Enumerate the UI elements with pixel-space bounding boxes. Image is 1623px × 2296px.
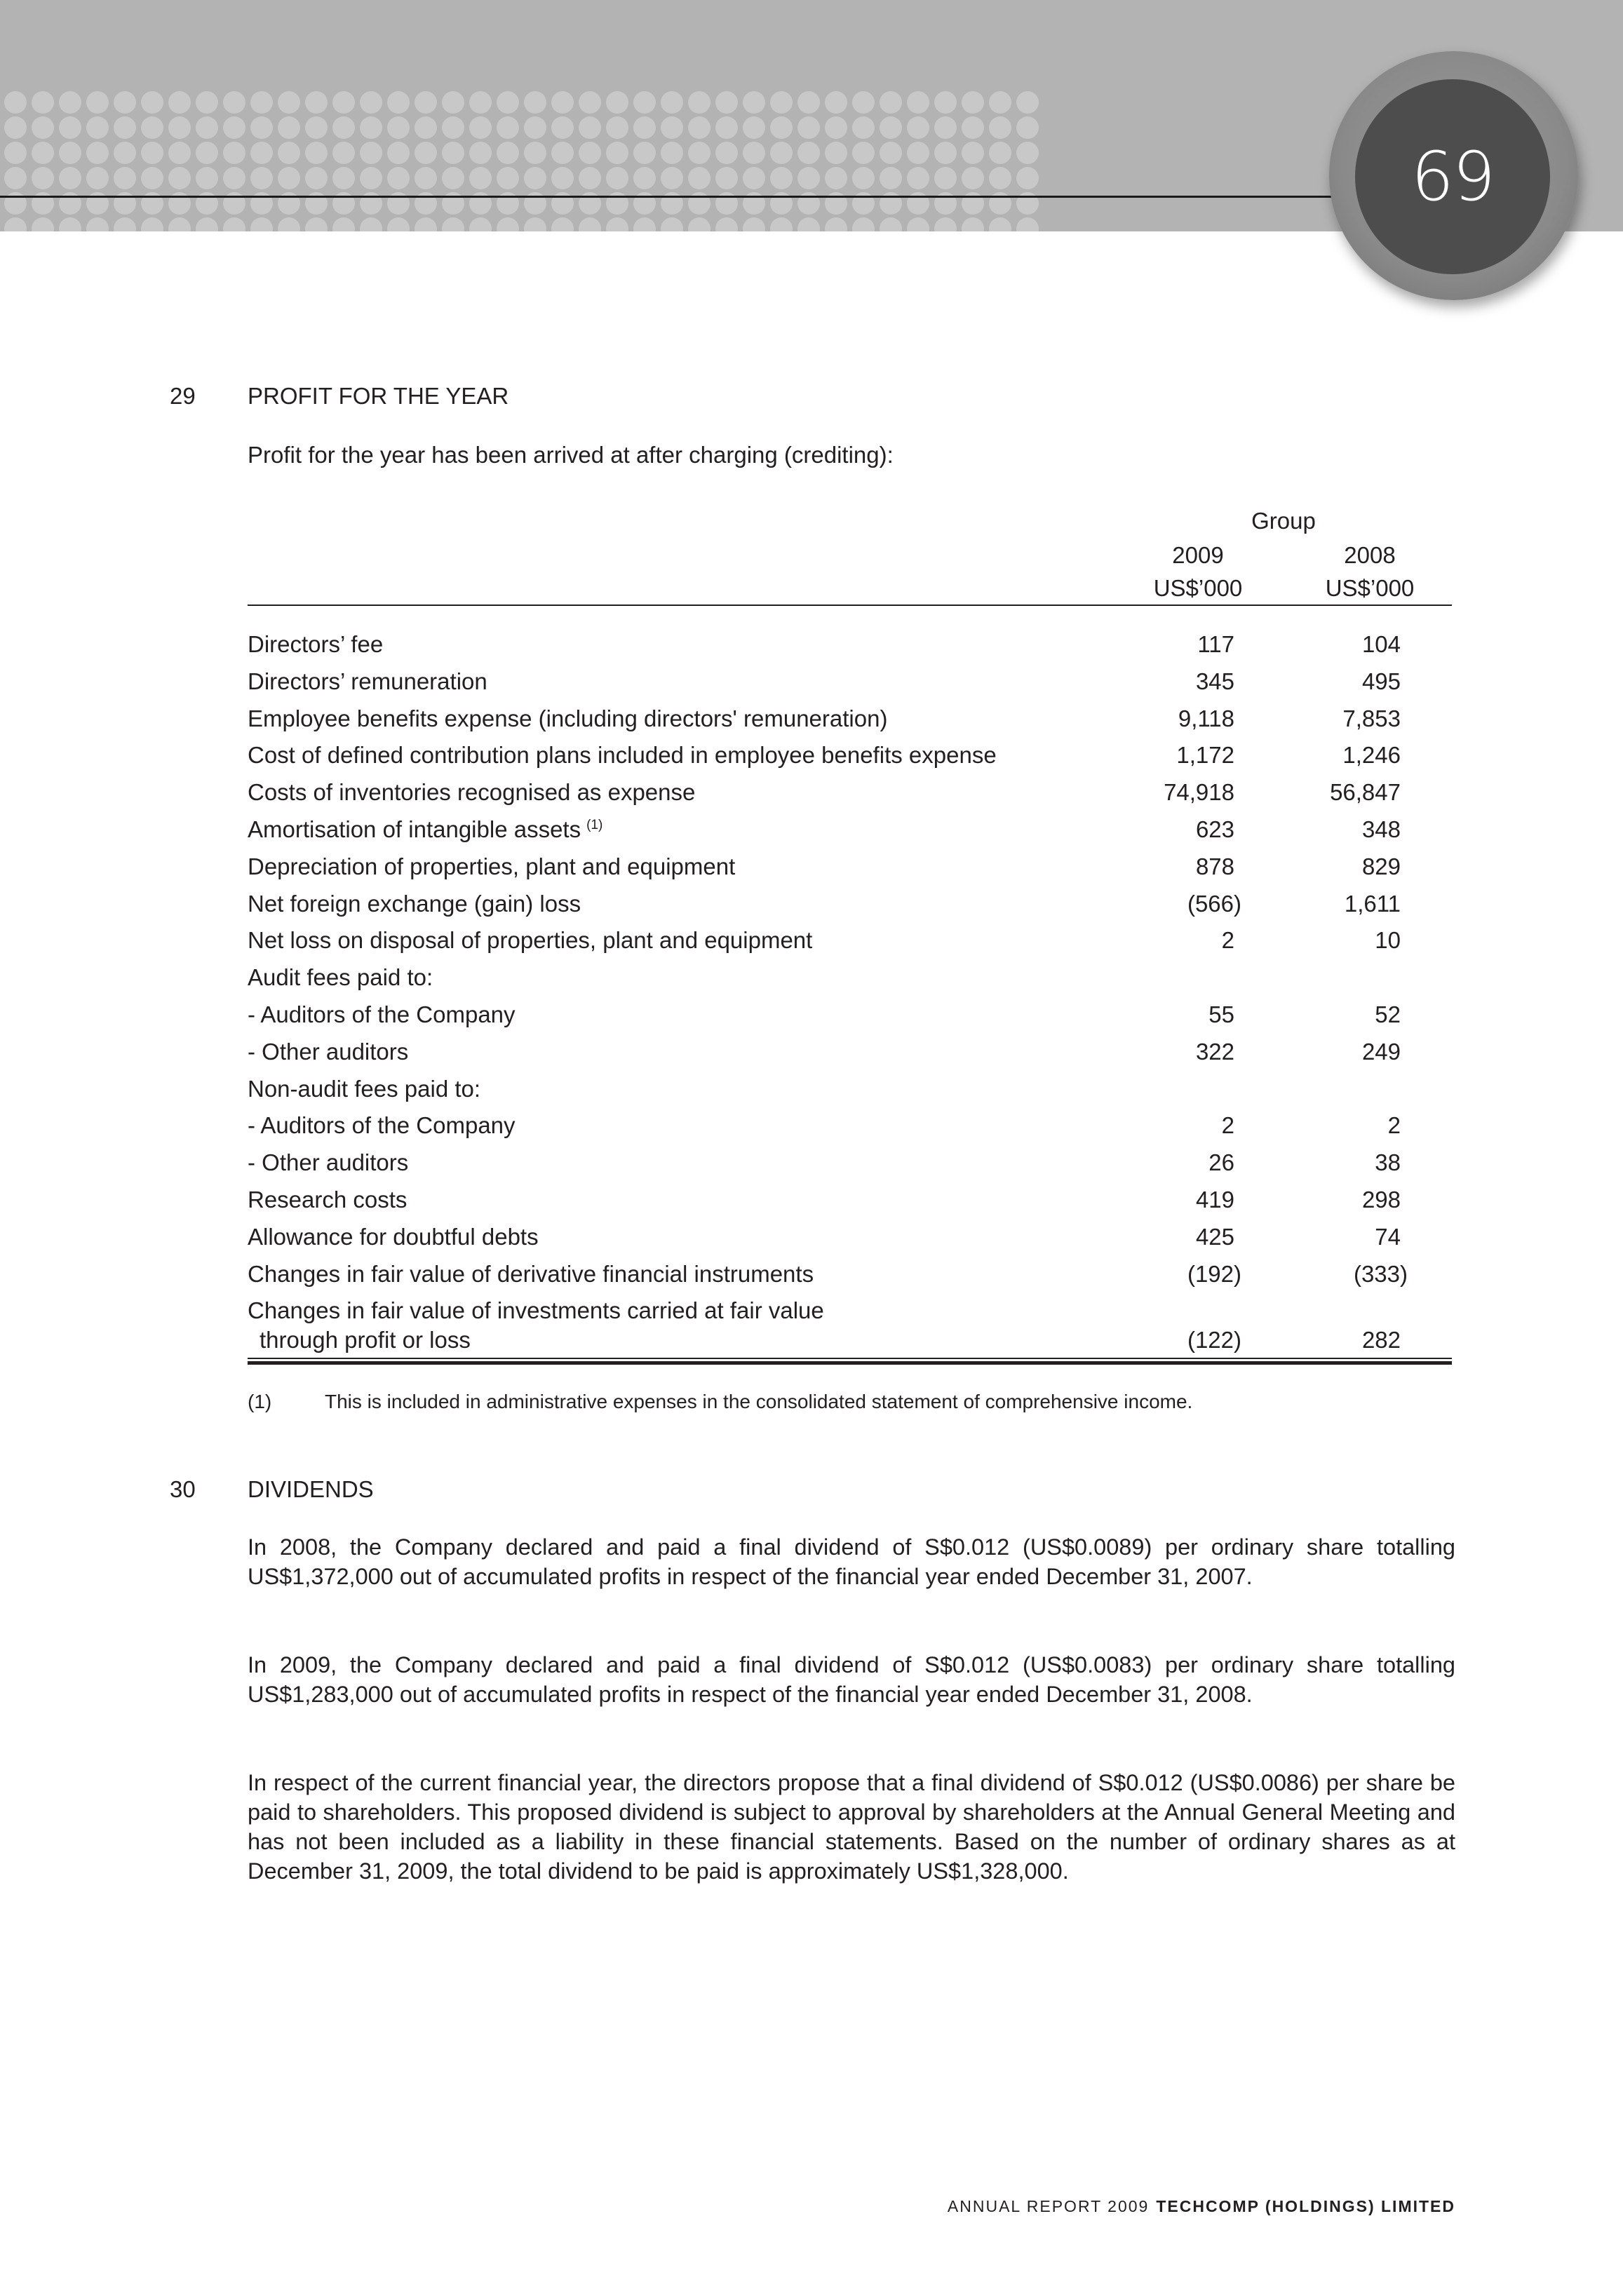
table-cell-2009: 425 <box>1195 1223 1234 1250</box>
row-label-text: Net loss on disposal of properties, plant and equipment <box>248 927 813 954</box>
table-cell-2008: 104 <box>1361 631 1401 657</box>
row-label-text: - Other auditors <box>248 1149 409 1176</box>
table-row-label <box>248 1039 408 1065</box>
section-29-title: PROFIT FOR THE YEAR <box>248 383 509 409</box>
table-cell-2009: 9,118 <box>1178 705 1234 731</box>
table-row-label <box>248 1224 539 1250</box>
table-row-label <box>248 1187 407 1213</box>
row-label-text: Audit fees paid to: <box>248 964 433 991</box>
table-cell-2008: 52 <box>1375 1001 1401 1027</box>
table-cell-2008: 1,246 <box>1342 742 1401 769</box>
row-label-text: - Auditors of the Company <box>248 1112 516 1139</box>
footer-company: TECHCOMP (HOLDINGS) LIMITED <box>1156 2197 1455 2215</box>
table-cell-2008: 829 <box>1361 853 1401 879</box>
dot-pattern <box>0 84 1052 231</box>
row-label-text: Research costs <box>248 1187 408 1213</box>
row-label-text: Changes in fair value of derivative financial instruments <box>248 1260 814 1287</box>
table-cell-2008: 1,611 <box>1344 890 1401 917</box>
footnote-reference: (1) <box>586 818 603 832</box>
row-label-text: Directors’ fee <box>248 631 384 657</box>
footnote-marker: (1) <box>248 1391 272 1412</box>
group-header: Group <box>1251 508 1316 534</box>
section-30-title: DIVIDENDS <box>248 1476 374 1502</box>
row-label-text: Changes in fair value of investments carried at fair value <box>248 1297 824 1324</box>
section-29-number: 29 <box>170 383 196 409</box>
table-row-label <box>248 1297 824 1324</box>
table-cell-2009: 55 <box>1208 1001 1234 1027</box>
table-cell-2008: 2 <box>1387 1112 1401 1139</box>
row-label-text: Net foreign exchange (gain) loss <box>248 890 581 917</box>
table-cell-2009: 117 <box>1197 631 1234 657</box>
table-cell-2008: (333) <box>1353 1260 1408 1287</box>
table-row-label <box>248 779 695 806</box>
dividend-paragraph-3: In respect of the current financial year, the directors propose that a final dividend of S$0.012 (US$0.0086) per share be paid to shareholders. This proposed dividend is subject to approval by shareholders at the Annual General Meeting and has not been included as a liability in these financial statements. Based on the number of ordinary shares as at December 31, 2009, the total dividend to be paid is approximately US$1,328,000. <box>248 1770 1455 1884</box>
header-rule <box>0 196 1347 198</box>
table-cell-2008: 282 <box>1361 1327 1401 1353</box>
table-cell-2008: 249 <box>1361 1038 1401 1065</box>
table-cell-2009: 74,918 <box>1164 779 1234 806</box>
footer-report: ANNUAL REPORT 2009 <box>947 2197 1150 2215</box>
table-row-label <box>248 1076 480 1102</box>
table-row-label <box>248 816 602 843</box>
year-2009-header: 2009 <box>1172 542 1224 568</box>
table-row-label <box>248 853 735 880</box>
table-row-label <box>248 705 887 732</box>
row-label-text: Costs of inventories recognised as expense <box>248 779 696 806</box>
row-label-text: Allowance for doubtful debts <box>248 1223 539 1250</box>
table-cell-2009: 878 <box>1195 853 1234 879</box>
table-row-label-continued: through profit or loss <box>260 1327 471 1353</box>
table-cell-2009: (192) <box>1187 1260 1241 1287</box>
unit-2008-header: US$’000 <box>1325 575 1415 601</box>
table-cell-2009: 1,172 <box>1176 742 1234 769</box>
row-label-text: Directors’ remuneration <box>248 668 487 694</box>
section-30-number: 30 <box>170 1476 196 1502</box>
year-2008-header: 2008 <box>1344 542 1396 568</box>
table-cell-2008: 495 <box>1361 668 1401 694</box>
table-cell-2009: 26 <box>1208 1149 1234 1176</box>
row-label-text: Cost of defined contribution plans included in employee benefits expense <box>248 742 997 769</box>
table-row-label <box>248 631 383 658</box>
table-bottom-rule-2 <box>248 1361 1452 1365</box>
table-row-label <box>248 1001 516 1028</box>
dividend-paragraph-2: In 2009, the Company declared and paid a final dividend of S$0.012 (US$0.0083) per ordinary share totalling US$1,283,000 out of accumulated profits in respect of the financial year ended December 31, 2008. <box>248 1652 1455 1707</box>
table-row-label <box>248 1112 516 1139</box>
table-cell-2009: 345 <box>1195 668 1234 694</box>
table-row-label <box>248 1149 408 1176</box>
table-cell-2008: 10 <box>1375 927 1401 954</box>
table-cell-2008: 38 <box>1375 1149 1401 1176</box>
table-cell-2009: 419 <box>1195 1187 1234 1213</box>
table-header-rule <box>248 605 1452 606</box>
table-row-label <box>248 668 487 695</box>
table-cell-2009: 322 <box>1195 1038 1234 1065</box>
table-cell-2009: 2 <box>1221 927 1234 954</box>
table-cell-2009: (122) <box>1187 1327 1241 1353</box>
table-cell-2008: 7,853 <box>1342 705 1401 731</box>
table-row-label <box>248 891 581 917</box>
row-label-text: Non-audit fees paid to: <box>248 1075 481 1102</box>
footer <box>912 2197 1455 2216</box>
table-cell-2009: 623 <box>1195 816 1234 842</box>
table-bottom-rule-1 <box>248 1358 1452 1359</box>
table-cell-2008: 74 <box>1375 1223 1401 1250</box>
row-label-text: - Other auditors <box>248 1038 409 1065</box>
table-row-label <box>248 927 812 954</box>
page-badge <box>1355 79 1550 274</box>
unit-2009-header: US$’000 <box>1153 575 1243 601</box>
row-label-text: Employee benefits expense (including directors' remuneration) <box>248 705 888 731</box>
page-number: 69 <box>1410 137 1495 216</box>
table-row-label <box>248 1261 814 1288</box>
row-label-text: - Auditors of the Company <box>248 1001 516 1027</box>
table-cell-2009: 2 <box>1221 1112 1234 1139</box>
dividend-paragraph-1: In 2008, the Company declared and paid a final dividend of S$0.012 (US$0.0089) per ordinary share totalling US$1,372,000 out of accumulated profits in respect of the financial year ended December 31, 2007. <box>248 1534 1455 1589</box>
table-row-label <box>248 964 433 991</box>
table-row-label <box>248 742 997 769</box>
row-label-text: Depreciation of properties, plant and equipment <box>248 853 736 879</box>
table-cell-2009: (566) <box>1187 890 1241 917</box>
row-label-text: Amortisation of intangible assets <box>248 816 581 842</box>
table-cell-2008: 348 <box>1361 816 1401 842</box>
footnote-text: This is included in administrative expenses in the consolidated statement of comprehensive income. <box>325 1391 1193 1412</box>
table-cell-2008: 56,847 <box>1330 779 1401 806</box>
section-29-intro: Profit for the year has been arrived at after charging (crediting): <box>248 442 894 468</box>
table-cell-2008: 298 <box>1361 1187 1401 1213</box>
